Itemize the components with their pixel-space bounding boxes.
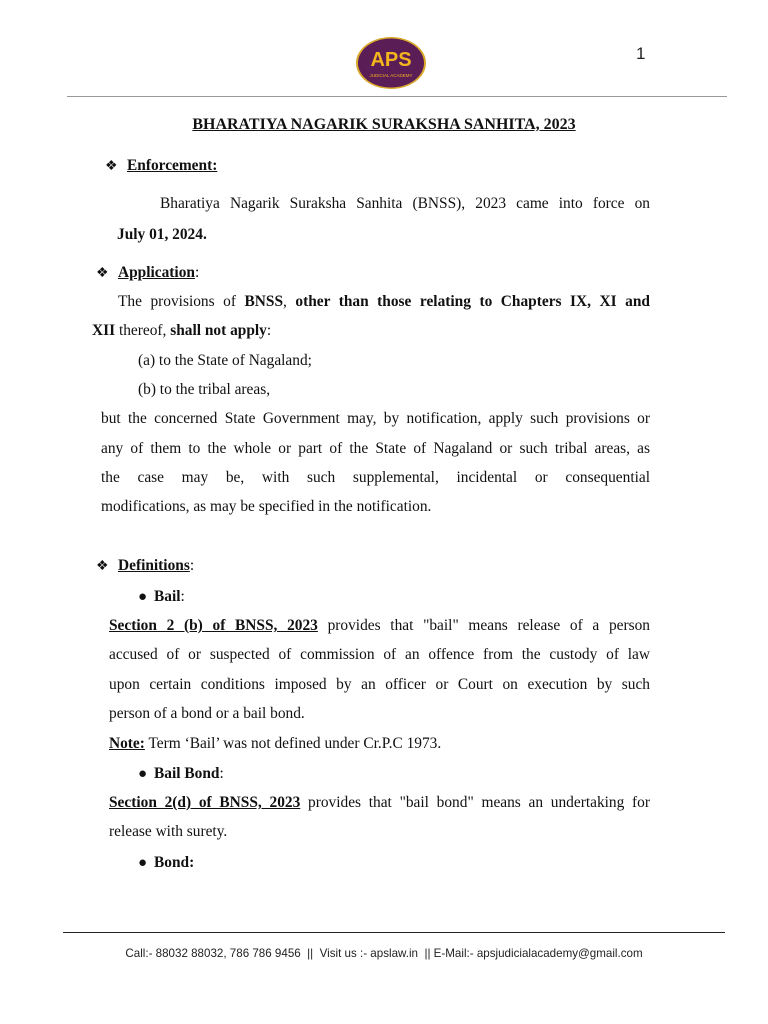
application-para-line1 <box>118 292 650 312</box>
shall-not-apply-bold: shall not apply <box>170 322 267 339</box>
bail-bond-term: Bail Bond <box>154 765 220 782</box>
chapters-bold: other than those relating to Chapters IX, XI and <box>295 293 650 310</box>
text-span: : <box>219 765 224 782</box>
application-cont-line1: but the concerned State Government may, by notification, apply such provisions or <box>101 410 650 427</box>
bail-bond-section-ref: Section 2(d) of BNSS, 2023 <box>109 794 301 811</box>
bail-bond-term-row <box>138 764 224 784</box>
bullet-dot-icon: ● <box>138 855 148 871</box>
text-span: The provisions of <box>118 293 245 310</box>
application-cont-line2: any of them to the whole or part of the State of Nagaland or such tribal areas, as <box>101 440 650 457</box>
bail-def-line4: person of a bond or a bail bond. <box>109 705 305 722</box>
bail-def-line2: accused of or suspected of commission of an offence from the custody of law <box>109 646 650 663</box>
bond-term-row <box>138 853 194 873</box>
diamond-bullet-icon: ❖ <box>96 266 109 281</box>
text-span: provides that "bail" means release of a person <box>317 617 650 634</box>
application-colon: : <box>194 264 200 281</box>
document-title: BHARATIYA NAGARIK SURAKSHA SANHITA, 2023 <box>192 116 576 133</box>
bail-bond-def-line1 <box>109 793 650 813</box>
text-span: : <box>266 322 272 339</box>
aps-logo <box>355 36 427 90</box>
diamond-bullet-icon: ❖ <box>96 559 109 574</box>
footer-contact: Call:- 88032 88032, 786 786 9456 || Visit us :- apslaw.in || E-Mail:- apsjudicialacademy@gmail.com <box>125 947 643 960</box>
enforcement-text-line1: Bharatiya Nagarik Suraksha Sanhita (BNSS), 2023 came into force on <box>160 195 650 212</box>
note-text: Term ‘Bail’ was not defined under Cr.P.C 1973. <box>144 735 442 752</box>
enforcement-heading-row <box>105 156 217 177</box>
enforcement-date: July 01, 2024. <box>117 226 207 243</box>
logo-text: APS <box>370 49 412 71</box>
bnss-bold: BNSS <box>244 293 283 310</box>
application-heading-row <box>96 263 199 284</box>
bullet-dot-icon: ● <box>138 766 148 782</box>
text-span: , <box>283 293 296 310</box>
application-cont-line4: modifications, as may be specified in the notification. <box>101 498 432 515</box>
enforcement-heading: Enforcement: <box>127 157 218 174</box>
bail-term: Bail <box>154 588 181 605</box>
bond-term: Bond: <box>154 854 195 871</box>
bail-def-line1 <box>109 616 650 636</box>
text-span: thereof, <box>115 322 171 339</box>
logo-subtext: JUDICIAL ACADEMY <box>369 73 413 78</box>
header-divider <box>67 96 727 97</box>
bail-bond-def-line2: release with surety. <box>109 823 228 840</box>
application-item-b: (b) to the tribal areas, <box>138 381 271 398</box>
application-para-line2 <box>92 321 271 341</box>
definitions-heading-row <box>96 556 194 577</box>
text-span: provides that "bail bond" means an undertaking for <box>300 794 650 811</box>
definitions-heading: Definitions <box>118 557 190 574</box>
bail-section-ref: Section 2 (b) of BNSS, 2023 <box>109 617 318 634</box>
definitions-colon: : <box>189 557 195 574</box>
page-number: 1 <box>636 44 646 63</box>
application-heading: Application <box>118 264 195 281</box>
diamond-bullet-icon: ❖ <box>105 159 118 174</box>
footer-divider <box>63 932 725 933</box>
bail-term-row <box>138 587 185 607</box>
application-item-a: (a) to the State of Nagaland; <box>138 352 312 369</box>
application-cont-line3: the case may be, with such supplemental, incidental or consequential <box>101 469 650 486</box>
text-span: : <box>180 588 185 605</box>
bail-note <box>109 734 441 754</box>
xii-bold: XII <box>92 322 116 339</box>
bail-def-line3: upon certain conditions imposed by an officer or Court on execution by such <box>109 676 650 693</box>
note-label: Note: <box>109 735 145 752</box>
bullet-dot-icon: ● <box>138 589 148 605</box>
